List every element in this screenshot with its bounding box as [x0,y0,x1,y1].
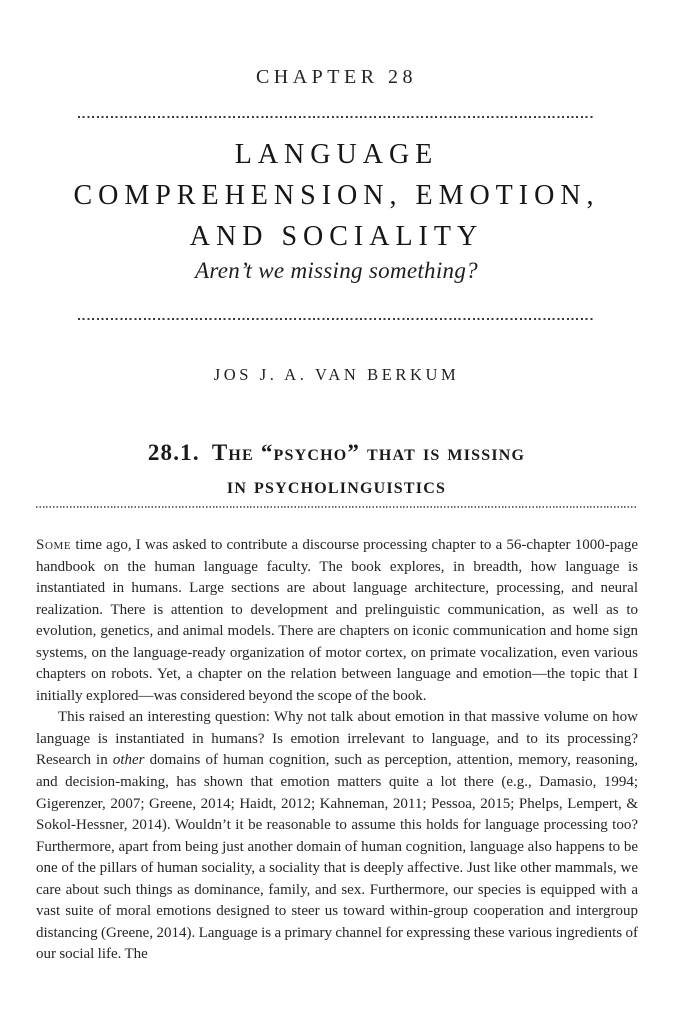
section-heading-line-2 [0,469,673,502]
paragraph-1-text: time ago, I was asked to contribute a discourse processing chapter to a 56-chapter 1000-page handbook on the human language faculty. The book explores, in breadth, how language is instantiated in humans. Large sections are about language architecture, processing, and neural realization. There is attention to development and prelinguistic communication, as well as to evolution, genetics, and animal models. There are chapters on iconic communication and home sign systems, on the language-ready organization of motor cortex, on primate vocalization, even various chapters on robots. Yet, a chapter on the relation between language and emotion—the topic that I initially explored—was considered beyond the scope of the book. [36,537,638,704]
section-heading [0,436,673,502]
paragraph-2 [36,707,638,966]
dotted-rule-section [36,506,638,508]
chapter-label: CHAPTER 28 [255,66,418,88]
paragraph-1 [36,535,638,707]
italic-word-other: other [112,752,145,769]
chapter-title [0,134,673,257]
section-heading-text-1: The “psycho” that is missing [211,440,526,465]
dotted-rule-subtitle [78,318,595,320]
paragraph-2-text-b: domains of human cognition, such as perception, attention, memory, reasoning, and decision-making, has shown that emotion matters quite a lot there (e.g., Damasio, 1994; Gigerenzer, 2007; Greene, 2014; Haidt, 2012; Kahneman, 2011; Pessoa, 2015; Phelps, Lempert, & Sokol-Hessner, 2014). Wouldn’t it be reasonable to assume this holds for language processing too? Furthermore, apart from being just another domain of human cognition, language also happens to be one of the pillars of human sociality, a sociality that is deeply affective. Just like other mammals, we care about such things as dominance, family, and sex. Furthermore, our species is equipped with a vast suite of moral emotions designed to steer us toward within-group cooperation and intergroup distancing (Greene, 2014). Language is a primary channel for expressing these various ingredients of our social life. The [36,752,638,963]
section-heading-text-2: in psycholinguistics [226,473,447,498]
title-line-3: AND SOCIALITY [189,221,484,252]
chapter-subtitle: Aren’t we missing something? [195,258,478,283]
title-line-2: COMPREHENSION, EMOTION, [73,180,600,211]
dotted-rule-top [78,116,595,118]
section-number: 28.1. [147,440,200,465]
title-line-1: LANGUAGE [234,139,439,170]
author-name: JOS J. A. VAN BERKUM [213,365,460,384]
section-heading-line-1 [0,436,673,469]
body-text [36,535,638,966]
lead-word-smallcaps: Some [36,537,72,553]
paragraph-2-text-a: This raised an interesting question: Why not talk about emotion in that massive volume on how language is instantiated in humans? Is emotion irrelevant to language, and to its processing? Research in [36,709,638,769]
